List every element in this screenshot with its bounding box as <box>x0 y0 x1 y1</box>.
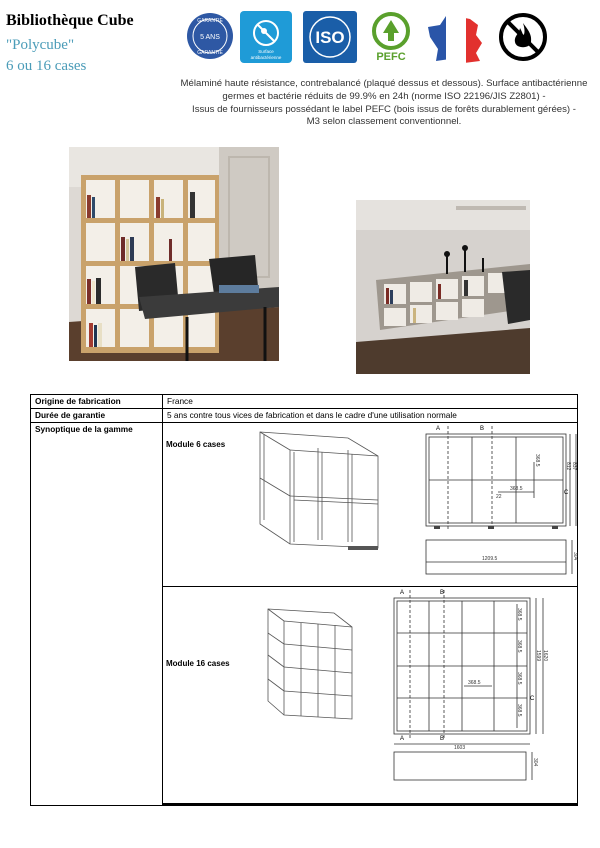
row-value: 5 ans contre tous vices de fabrication et dans le cadre d'une utilisation normale <box>163 409 578 423</box>
svg-text:22: 22 <box>496 494 502 500</box>
svg-text:ISO: ISO <box>315 28 345 47</box>
svg-text:304: 304 <box>572 552 578 561</box>
description-line: M3 selon classement conventionnel. <box>306 116 462 128</box>
svg-text:368.5: 368.5 <box>534 454 540 467</box>
badge-top-text: GARANTIE <box>197 18 223 24</box>
section-a-marker: A <box>400 590 405 596</box>
product-name: "Polycube" <box>6 37 75 53</box>
section-a-marker: A <box>436 426 441 432</box>
badge-bottom-text: GARANTIE <box>197 50 223 56</box>
badge-middle-text: 5 ANS <box>200 34 220 41</box>
module-6-label: Module 6 cases <box>166 440 226 449</box>
row-label: Synoptique de la gamme <box>31 423 163 806</box>
section-b-marker: B <box>440 590 445 596</box>
svg-text:1209.5: 1209.5 <box>482 556 498 562</box>
page-title: Bibliothèque Cube <box>6 12 134 29</box>
svg-text:837: 837 <box>571 462 577 471</box>
module-16-label: Module 16 cases <box>166 659 230 668</box>
svg-text:1603: 1603 <box>454 745 466 751</box>
row-label: Origine de fabrication <box>31 395 163 409</box>
row-label: Durée de garantie <box>31 409 163 423</box>
section-c-marker: C <box>564 490 569 496</box>
module-16-technical-drawing <box>380 586 550 786</box>
svg-text:368.5: 368.5 <box>516 608 522 621</box>
no-fire-icon <box>498 12 548 62</box>
iso-icon <box>303 11 357 63</box>
section-a-marker-bottom: A <box>400 736 405 742</box>
svg-text:Surface: Surface <box>258 49 274 54</box>
svg-text:368.5: 368.5 <box>516 704 522 717</box>
svg-text:antibactérienne: antibactérienne <box>250 55 282 60</box>
row-value: France <box>163 395 578 409</box>
svg-text:812: 812 <box>565 462 571 471</box>
table-row <box>31 409 578 423</box>
product-description <box>168 78 600 129</box>
svg-text:368.5: 368.5 <box>516 640 522 653</box>
description-line: germes et bactérie réduits de 99.9% en 24h (norme ISO 22196/JIS Z2801) - <box>222 90 546 102</box>
photo-16-cases-office <box>69 147 279 361</box>
svg-text:368.5: 368.5 <box>516 672 522 685</box>
svg-text:PEFC: PEFC <box>376 51 406 63</box>
svg-text:368.5: 368.5 <box>510 486 523 492</box>
description-line: Issus de fournisseurs possédant le label PEFC (bois issus de forêts durablement gérées) - <box>192 103 576 115</box>
description-line: Mélaminé haute résistance, contrebalancé (plaqué dessus et dessous). Surface antibactérienne <box>180 78 588 89</box>
section-b-marker: B <box>480 426 485 432</box>
module-6-technical-drawing <box>412 422 580 582</box>
garantie-5-ans-seal-icon <box>186 12 234 60</box>
photo-6-cases-living-room <box>356 200 530 374</box>
svg-text:1620: 1620 <box>542 650 548 662</box>
antibacterial-surface-icon <box>240 11 292 63</box>
svg-text:1599: 1599 <box>535 650 541 662</box>
pefc-icon <box>368 11 414 63</box>
france-map-flag-icon <box>426 11 486 65</box>
svg-text:368.5: 368.5 <box>468 680 481 686</box>
section-c-marker: C <box>530 696 535 702</box>
table-bottom-rule <box>163 803 577 805</box>
product-variant: 6 ou 16 cases <box>6 58 87 74</box>
table-row <box>31 395 578 409</box>
module-6-isometric-drawing <box>254 428 382 554</box>
module-16-isometric-drawing <box>264 605 356 723</box>
svg-text:304: 304 <box>532 758 538 767</box>
section-b-marker-bottom: B <box>440 736 445 742</box>
